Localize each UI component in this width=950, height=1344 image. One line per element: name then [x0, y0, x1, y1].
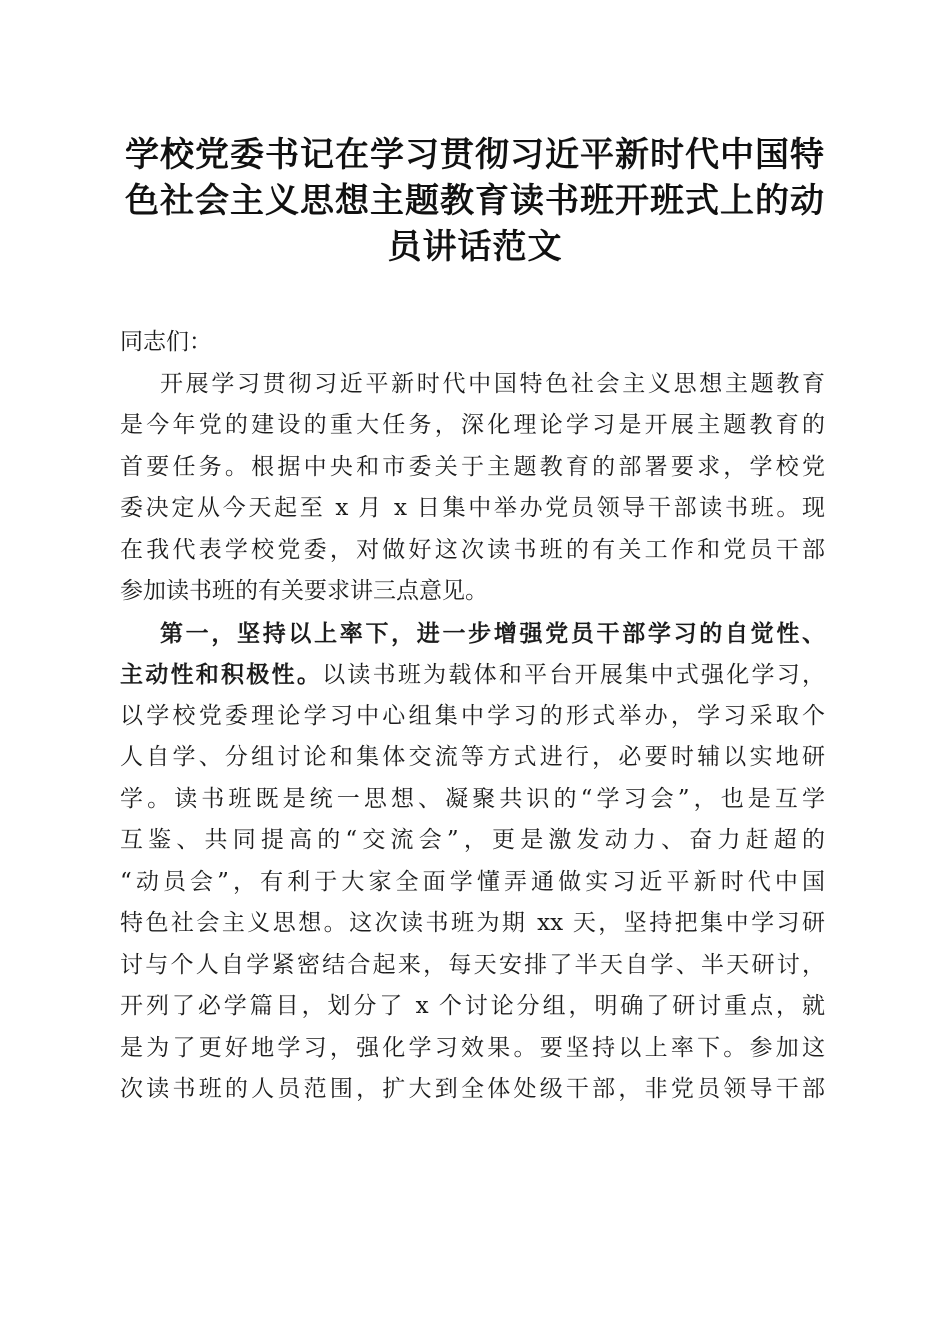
text-fragment: 以读书班为载体和平台开展集中式强化学习，	[322, 662, 826, 688]
text-line: 互鉴、共同提高的“交流会”，更是激发动力、奋力赶超的	[120, 827, 825, 853]
document-title	[110, 132, 840, 270]
text-line: 学。读书班既是统一思想、凝聚共识的“学习会”，也是互学	[120, 785, 825, 812]
section-heading-continued: 主动性和积极性。	[120, 661, 323, 688]
text-line: 参加读书班的有关要求讲三点意见。	[120, 578, 488, 604]
text-line: “动员会”，有利于大家全面学懂弄通做实习近平新时代中国	[120, 868, 825, 895]
salutation: 同志们：	[120, 329, 212, 355]
text-line: 在我代表学校党委，对做好这次读书班的有关工作和党员干部	[120, 536, 825, 563]
text-line: 次读书班的人员范围，扩大到全体处级干部，非党员领导干部	[120, 1076, 825, 1102]
title-line: 员讲话范文	[387, 227, 563, 267]
title-line: 学校党委书记在学习贯彻习近平新时代中国特	[125, 135, 825, 175]
text-line: 是今年党的建设的重大任务，深化理论学习是开展主题教育的	[120, 412, 825, 438]
section-heading: 第一，坚持以上率下，进一步增强党员干部学习的自觉性、	[160, 619, 825, 647]
document-body	[120, 322, 825, 1111]
title-line: 色社会主义思想主题教育读书班开班式上的动	[125, 181, 825, 221]
text-line: 首要任务。根据中央和市委关于主题教育的部署要求，学校党	[120, 453, 825, 480]
text-line: 开列了必学篇目，划分了 x 个讨论分组，明确了研讨重点，就	[120, 993, 825, 1019]
paragraph-first-point	[120, 613, 825, 1111]
text-line: 人自学、分组讨论和集体交流等方式进行，必要时辅以实地研	[120, 744, 825, 770]
paragraph-intro	[120, 364, 825, 613]
text-line: 讨与个人自学紧密结合起来，每天安排了半天自学、半天研讨，	[120, 951, 825, 978]
text-line: 是为了更好地学习，强化学习效果。要坚持以上率下。参加这	[120, 1034, 825, 1061]
text-line: 开展学习贯彻习近平新时代中国特色社会主义思想主题教育	[160, 370, 825, 397]
text-line	[120, 654, 825, 696]
text-line: 特色社会主义思想。这次读书班为期 xx 天，坚持把集中学习研	[120, 910, 825, 936]
text-line: 以学校党委理论学习中心组集中学习的形式举办，学习采取个	[120, 702, 825, 729]
text-line: 委决定从今天起至 x 月 x 日集中举办党员领导干部读书班。现	[120, 495, 825, 521]
